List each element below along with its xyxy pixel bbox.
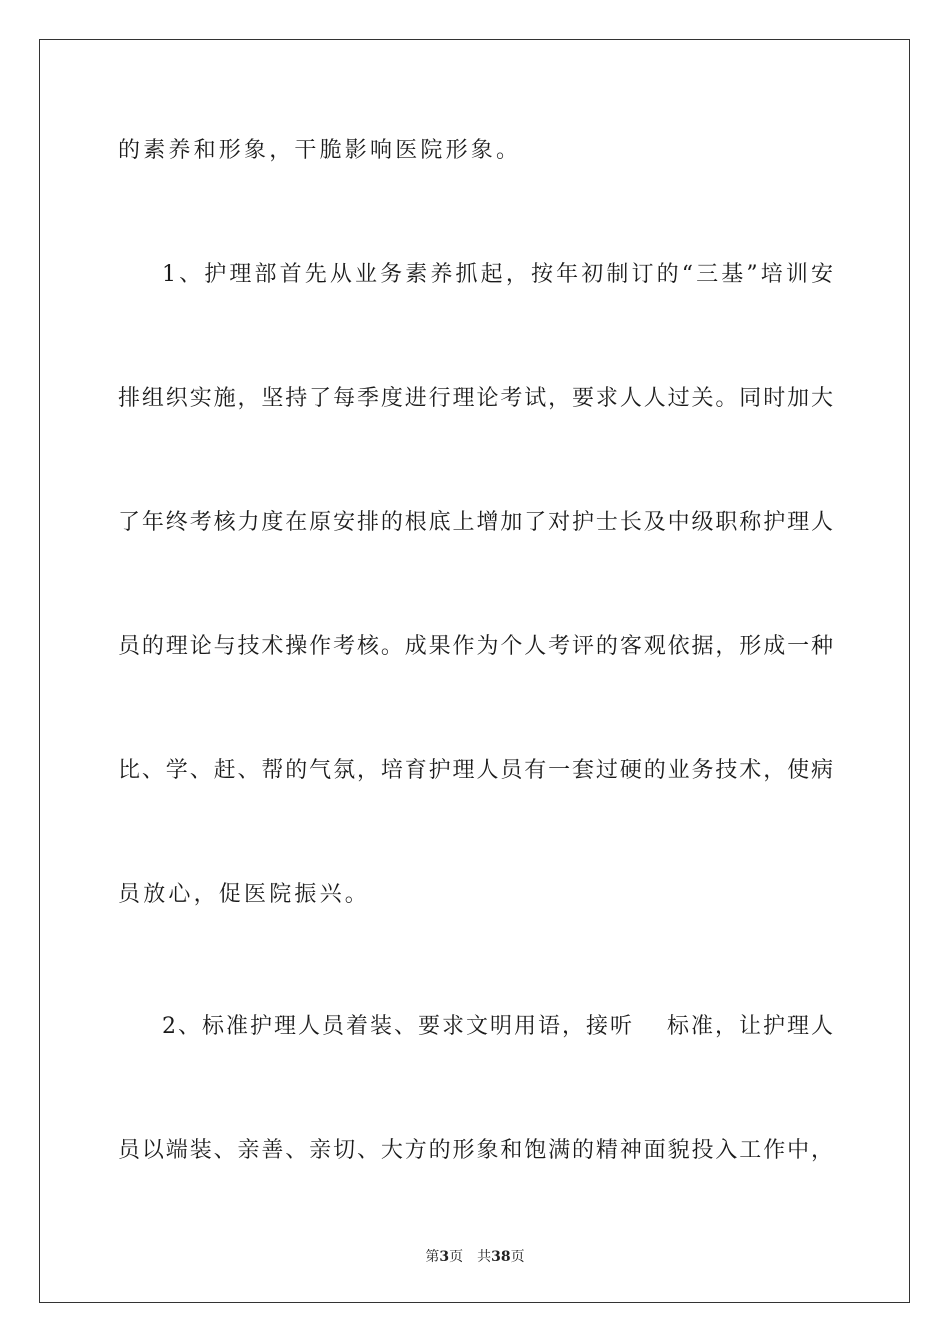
text-line-3: 排组织实施，坚持了每季度进行理论考试，要求人人过关。同时加大 [118,386,833,411]
footer-page-suffix: 页 [449,1249,464,1265]
page-border [39,39,910,1303]
text-line-8: 2、标准护理人员着装、要求文明用语，接听 标准，让护理人 [162,1014,833,1039]
footer-total-suffix: 页 [510,1249,525,1265]
page-footer [0,1248,950,1266]
text-line-4: 了年终考核力度在原安排的根底上增加了对护士长及中级职称护理人 [118,510,833,535]
text-line-5: 员的理论与技术操作考核。成果作为个人考评的客观依据，形成一种 [118,634,833,659]
footer-page-prefix: 第 [425,1249,440,1265]
footer-total-prefix: 共 [477,1249,492,1265]
text-line-9: 员以端装、亲善、亲切、大方的形象和饱满的精神面貌投入工作中， [118,1138,833,1163]
text-line-1: 的素养和形象，干脆影响医院形象。 [118,138,522,163]
footer-page-number: 3 [439,1249,450,1265]
text-line-2: 1、护理部首先从业务素养抓起，按年初制订的“三基”培训安 [162,262,833,287]
footer-total-pages: 38 [491,1249,511,1265]
text-line-7: 员放心，促医院振兴。 [118,882,371,907]
text-line-6: 比、学、赶、帮的气氛，培育护理人员有一套过硬的业务技术，使病 [118,758,833,783]
